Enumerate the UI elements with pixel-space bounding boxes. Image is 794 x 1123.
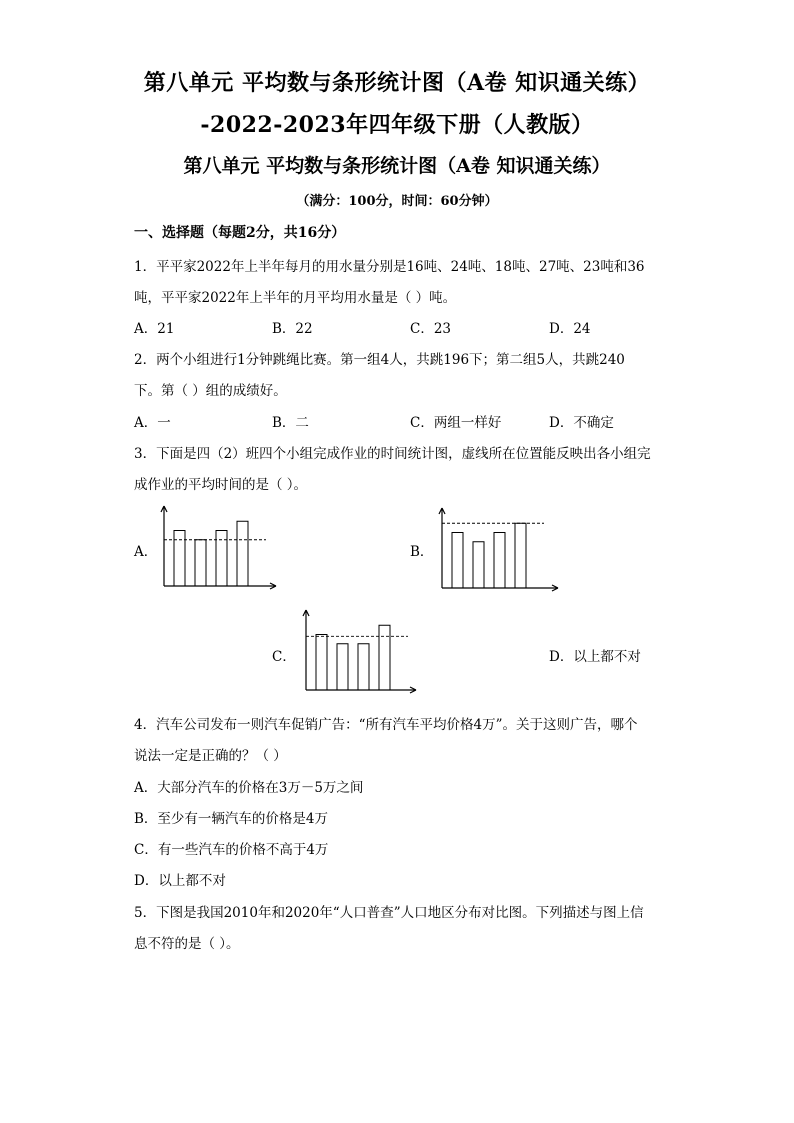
bar-4 — [237, 521, 248, 586]
question-1-line2: 吨，平平家2022年上半年的月平均用水量是（ ）吨。 — [134, 290, 457, 306]
bar-3 — [358, 644, 369, 690]
q2-option-d: D．不确定 — [549, 415, 614, 431]
q2-option-c: C．两组一样好 — [410, 415, 502, 431]
question-4-line2: 说法一定是正确的？（ ） — [134, 748, 287, 764]
q1-option-b: B．22 — [272, 321, 313, 337]
q4-option-a: A．大部分汽车的价格在3万－5万之间 — [134, 780, 364, 796]
q1-option-a: A．21 — [134, 321, 175, 337]
document-title-line2: -2022-2023年四年级下册（人教版） — [200, 112, 594, 138]
q3-chart-a — [158, 504, 278, 590]
q2-option-b: B．二 — [272, 415, 309, 431]
question-1-line1: 1．平平家2022年上半年每月的用水量分别是16吨、24吨、18吨、27吨、23吨和36 — [134, 259, 645, 275]
bar-1 — [316, 635, 327, 691]
bar-2 — [473, 542, 484, 588]
bar-4 — [379, 625, 390, 690]
bar-1 — [174, 531, 185, 587]
question-3-line2: 成作业的平均时间的是（ ）。 — [134, 477, 308, 493]
document-title-line1: 第八单元 平均数与条形统计图（A卷 知识通关练） — [143, 70, 651, 96]
question-5-line1: 5．下图是我国2010年和2020年“人口普查”人口地区分布对比图。下列描述与图上信 — [134, 905, 644, 921]
question-2-line1: 2．两个小组进行1分钟跳绳比赛。第一组4人，共跳196下；第二组5人，共跳240 — [134, 352, 625, 368]
q1-option-d: D．24 — [549, 321, 591, 337]
q1-option-c: C．23 — [410, 321, 452, 337]
document-subtitle: 第八单元 平均数与条形统计图（A卷 知识通关练） — [183, 155, 611, 177]
exam-meta: （满分：100分，时间：60分钟） — [296, 194, 498, 209]
q2-option-a: A．一 — [134, 415, 171, 431]
section-heading: 一、选择题（每题2分，共16分） — [134, 225, 346, 241]
bar-4 — [515, 523, 526, 588]
q4-option-b: B．至少有一辆汽车的价格是4万 — [134, 811, 329, 827]
q3-option-a: A． — [134, 544, 158, 560]
bar-3 — [216, 531, 227, 587]
bar-2 — [337, 644, 348, 690]
question-4-line1: 4．汽车公司发布一则汽车促销广告：“所有汽车平均价格4万”。关于这则广告，哪个 — [134, 717, 638, 733]
question-2-line2: 下。第（ ）组的成绩好。 — [134, 383, 287, 399]
q3-option-d: D．以上都不对 — [549, 649, 641, 665]
question-5-line2: 息不符的是（ ）。 — [134, 936, 240, 952]
bar-3 — [494, 533, 505, 589]
q4-option-c: C．有一些汽车的价格不高于4万 — [134, 842, 329, 858]
q4-option-d: D．以上都不对 — [134, 873, 226, 889]
q3-option-b: B． — [410, 544, 434, 560]
q3-option-c: C． — [272, 649, 296, 665]
q3-chart-c — [300, 608, 418, 694]
bar-1 — [452, 533, 463, 589]
question-3-line1: 3．下面是四（2）班四个小组完成作业的时间统计图，虚线所在位置能反映出各小组完 — [134, 446, 651, 462]
q3-chart-b — [436, 506, 560, 592]
bar-2 — [195, 540, 206, 586]
